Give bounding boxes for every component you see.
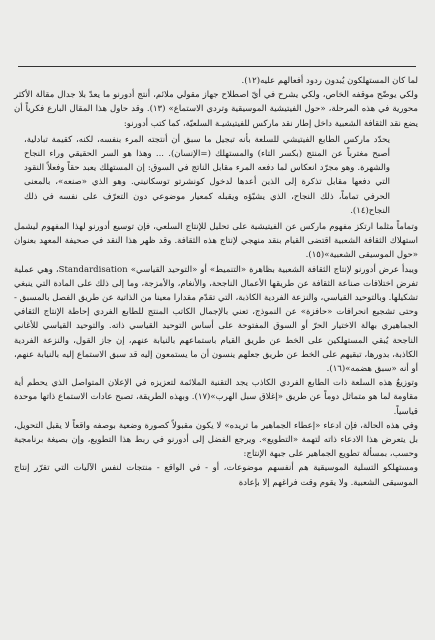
paragraph-1: لما كان المستهلكون يُبدون ردود أفعالهم عليه(١٢). [241, 76, 418, 86]
paragraph-7: ومستهلكو التسلية الموسيقية هم أنفسهم موضوعات، أو - في الواقع - منتجات لنفس الآليات التي تقرّر إنتاج الموسيقى الشعبية. ولا يقوم وقت فراغهم إلا بإعادة [14, 463, 418, 488]
paragraph-5: وتوزيعُ هذه السلعة ذات الطابع الفردي الكاذب يجد التقنية الملائمة لتعزيزه في الإعلان المتواصل الذي يحطم أية مقاومة لما هو متماثل دوماً عن طريق «إغلاق سبل الهرب»(١٧). وبهذه الطريقة، تصبح عادات الاستماع ذاتها موحدة قياسياً. [14, 378, 418, 417]
page-body [14, 74, 418, 490]
paragraph-2: ولكي يوضّح موقفه الخاص، ولكي يشرح في أيّ اصطلاح جهاز مقولي ملائم، أنتج أدورنو ما يعدّ بلا جدال مقالة الأكثر محورية في هذه المرحلة، «حول الفيتيشية الموسيقية وتردي الاستماع» (١٣). وقد حاول هذا المقال البارع فكرياً أن يضع نقد الثقافة الشعبية داخل إطار نقد ماركس للفيتيشيـة السلعيّة، كما كتب أدورنو: [14, 90, 418, 129]
block-quote: يحدّد ماركس الطابع الفيتيشي للسلعة بأنه تبجيل ما سبق أن أنتجته المرء بنفسه، لكنه، كقيمة تبادلية، أصبح مغترباً عن المنتج (بكسر التاء) والمستهلك (=الإنسان). ... وهذا هو السر الحقيقي وراء النجاح والشهرة. وهو مجرّد انعكاس لما دفعه المرء مقابل الناتج في السوق: إن المستهلك يعبد حقاً وفعلاً النقود التي دفعها مقابل تذكرة إلى الذين أعدها لدخول كونشرتو توسكانيني. وهو الذي «صنعه»، بالمعنى الحرفي تماماً، ذلك النجاح، الذي يشيّؤه ويقبله كمعيار موضوعي دون التعرّف على نفسه في ذلك النجاح(١٤). [24, 134, 390, 216]
header-rule [18, 66, 416, 67]
paragraph-4: ويبدأ عرض أدورنو لإنتاج الثقافة الشعبية بظاهرة «التنميط» أو «التوحيد القياسي» Standardisation، وهي عملية تفرض اختلافات صناعة الثقافة عن طريقها الأعمال الناجحة، والأنغام، والأمزجة، وما إلى ذلك على المادة التي ينبغي تشكيلها. وبالتوحيد القياسي، والنزعة الفردية الكاذبة، التي تقدّم مقدارا معينا من الذاتية عن طريق الفصل بالمسبق - وحتى تشجيع انحرافات «حافزة» عن النموذج، تعني بالإجمال الكاتب المنتج للطابع الفردي إحاطة الإنتاج الثقافي الجماهيري بهالة الاختيار الحرّ أو السوق المفتوحة على أساس التوحيد القياسي ذاته. والتوحيد القياسي للأغاني الناجحة يُبقي المستهلكين على الخط عن طريق القيام باستماعهم بالنيابة عنهم، إن جاز القول، والنزعة الفردية الكاذبة، بدورها، تبقيهم على الخط عن طريق جعلهم ينسون أن ما يستمعون إليه قد سبق الاستماع إليه بالنيابة عنهم، أو أنه «سبق هضمه»(١٦). [14, 264, 419, 375]
paragraph-6: وفي هذه الحالة، فإن ادعاء «إعطاء الجماهير ما تريده» لا يكون مقبولاً كصورة وضعية بوصفه واقعاً لا يقبل التحويل، بل يتعرض هذا الادعاء ذاته لتهمة «التطويع». ويرجع الفضل إلى أدورنو في ربط هذا التطويع، وإن بصيغة برنامجية وحسب، بمسألة تطويع الجماهير على جبهة الإنتاج: [14, 420, 418, 460]
paragraph-3: وتماماً مثلما ارتكز مفهوم ماركس عن الفيتيشية على تحليل للإنتاج السلعي، فإن توسيع أدورنو لهذا المفهوم ليشمل استهلاك الثقافة الشعبية اقتضى القيام بنقد منهجي لإنتاج هذه الثقافة. وقد ظهر هذا النقد في صحيفة المعهد بعنوان «حول الموسيقى الشعبية»(١٥). [14, 222, 418, 261]
